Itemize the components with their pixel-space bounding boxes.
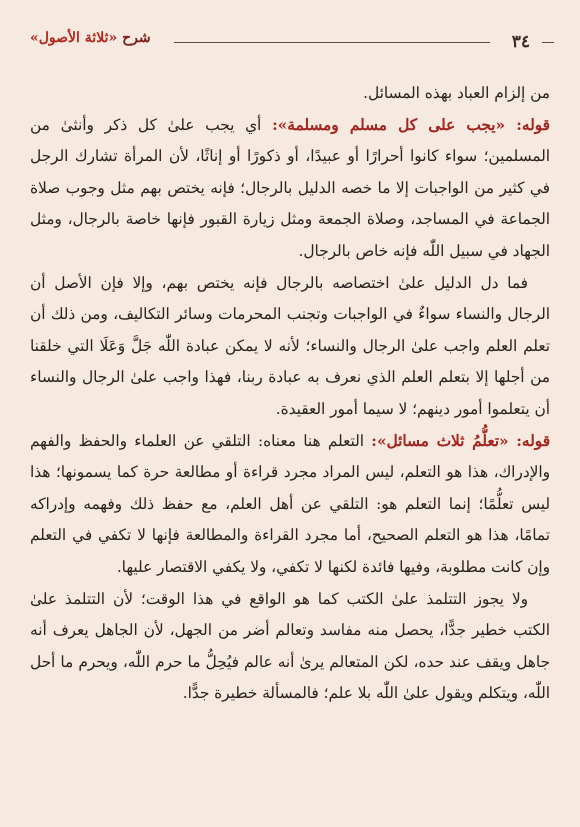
- quote-label: قوله: «يجب على كل مسلم ومسلمة»:: [272, 115, 550, 134]
- running-title-book: «ثلاثة الأصول»: [30, 30, 118, 46]
- paragraph-4: [30, 426, 550, 584]
- paragraph-text: أي يجب علىٰ كل ذكر وأنثىٰ من المسلمين؛ سواء كانوا أحرارًا أو عبيدًا، أو ذكورًا أو إناثًا، لأن المرأة تشارك الرجل في كثير من الواجبات إلا ما خصه الدليل بالرجال؛ فإنه يختص بهم مثل وجوب صلاة الجماعة في المساجد، وصلاة الجمعة ومثل زيارة القبور فإنها خاصة بالرجال، ومثل الجهاد في سبيل اللّٰه فإنه خاص بالرجال.: [30, 115, 550, 260]
- paragraph-2: [30, 110, 550, 268]
- paragraph-3: [30, 268, 550, 426]
- paragraph-text: التعلم هنا معناه: التلقي عن العلماء والحفظ والفهم والإدراك، هذا هو التعلم، ليس المراد مجرد قراءة أو مطالعة حرة كما يسمونها؛ هذا ليس تعلُّمًا؛ إنما التعلم هو: التلقي عن أهل العلم، مع حفظ ذلك وفهمه وإدراكه تمامًا، هذا هو التعلم الصحيح، أما مجرد القراءة والمطالعة فإنها لا تكفي في التعلم وإن كانت مطلوبة، وفيها فائدة لكنها لا تكفي، ولا يكفي الاقتصار عليها.: [30, 431, 550, 576]
- page-header: [24, 30, 556, 56]
- paragraph-1: [30, 78, 550, 110]
- page-number: ٣٤: [511, 32, 530, 52]
- paragraph-text: من إلزام العباد بهذه المسائل.: [363, 84, 550, 102]
- header-rule: [174, 42, 490, 43]
- paragraph-text: فما دل الدليل علىٰ اختصاصه بالرجال فإنه يختص بهم، وإلا فإن الأصل أن الرجال والنساء سواءٌ في الواجبات وتجنب المحرمات وسائر التكاليف، ومن ذلك أن تعلم العلم واجب علىٰ الرجال والنساء؛ لأنه لا يمكن عبادة اللّٰه جَلَّ وَعَلَا التي خلقنا من أجلها إلا بتعلم العلم الذي نعرف به عبادة ربنا، فهذا واجب علىٰ الرجال والنساء أن يتعلموا أمور دينهم؛ لا سيما أمور العقيدة.: [30, 273, 550, 418]
- paragraph-text: ولا يجوز التتلمذ علىٰ الكتب كما هو الواقع في هذا الوقت؛ لأن التتلمذ علىٰ الكتب خطير جدًّا، يحصل منه مفاسد وتعالم أضر من الجهل، لأن الجاهل يعرف أنه جاهل ويقف عند حده، لكن المتعالم يرىٰ أنه عالم فيُحِلُّ ما حرم اللّٰه، ويحرم ما أحل اللّٰه، ويتكلم ويقول علىٰ اللّٰه بلا علم؛ فالمسألة خطيرة جدًّا.: [30, 589, 550, 703]
- page-body: [30, 78, 550, 710]
- running-title-prefix: شرح: [122, 30, 151, 46]
- paragraph-5: [30, 584, 550, 710]
- quote-label: قوله: «تعلُّمُ ثلاث مسائل»:: [371, 431, 551, 450]
- running-title: [30, 30, 151, 46]
- header-dash: [542, 42, 554, 43]
